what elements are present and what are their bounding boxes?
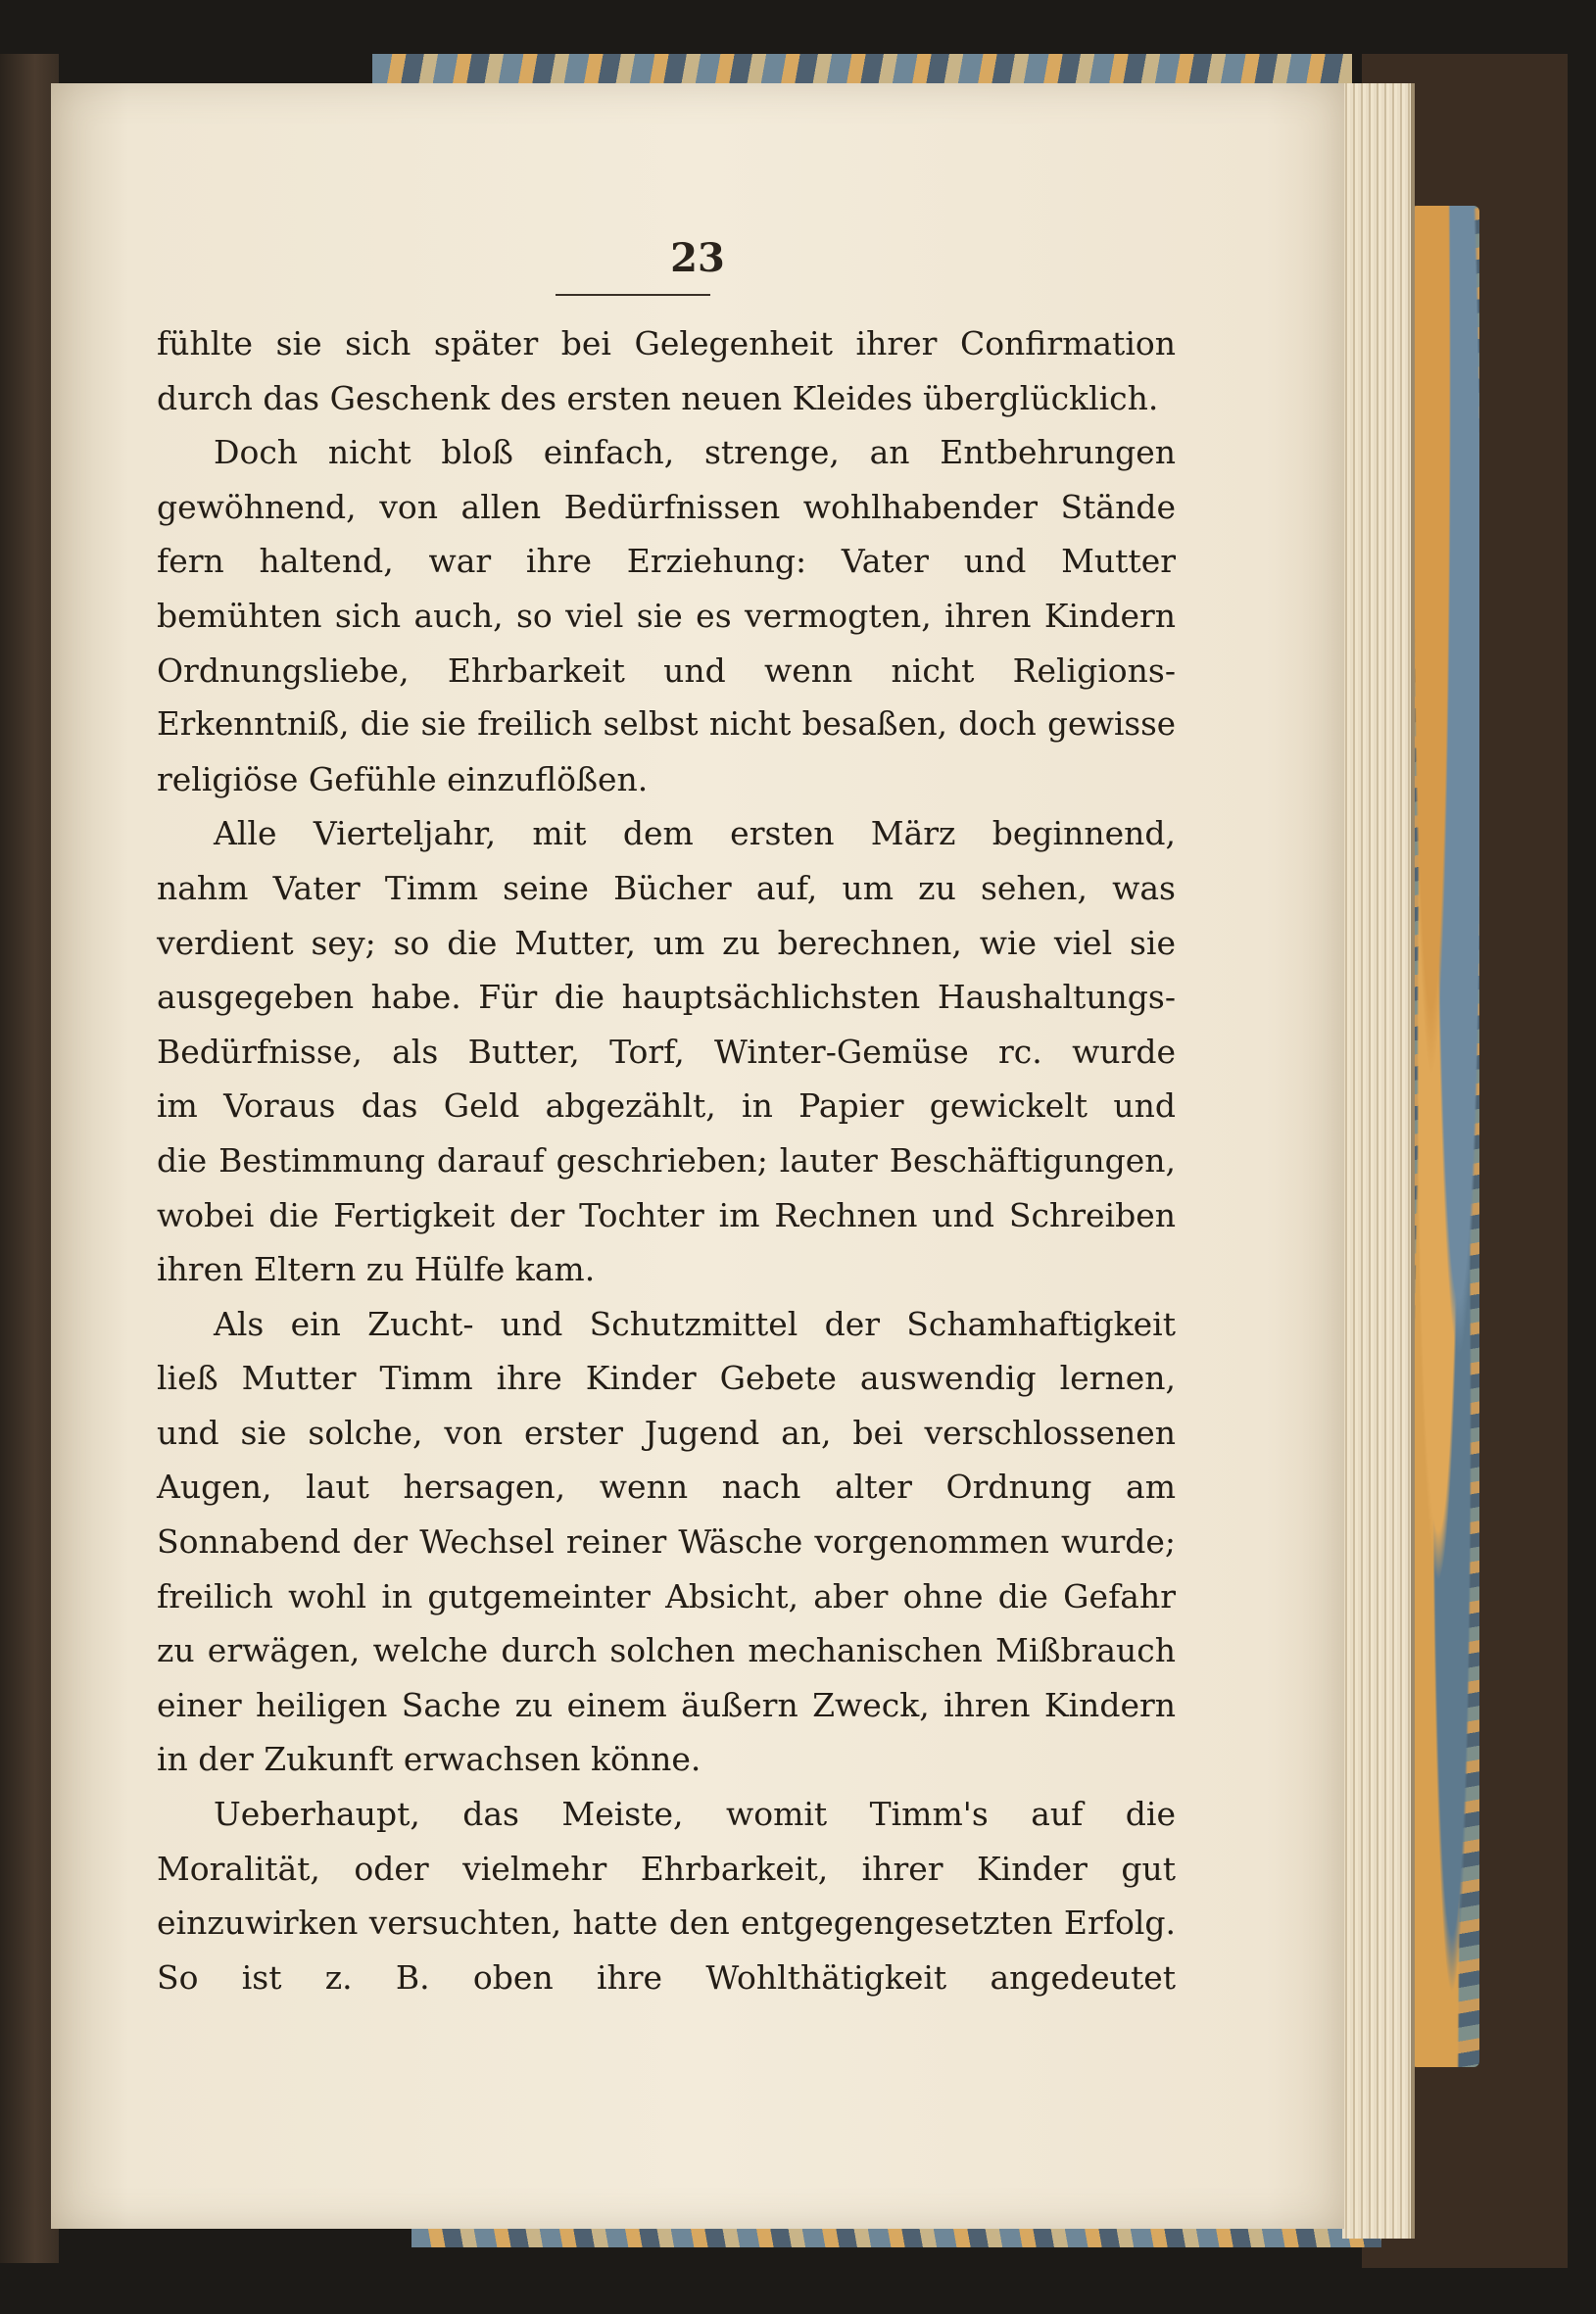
- text-line: Alle Vierteljahr, mit dem ersten März beginnend,: [214, 814, 1176, 853]
- text-line: zu erwägen, welche durch solchen mechanischen Mißbrauch: [157, 1631, 1176, 1670]
- text-line: Erkenntniß, die sie freilich selbst nicht besaßen, doch gewisse: [157, 705, 1176, 744]
- text-line: nahm Vater Timm seine Bücher auf, um zu sehen, was: [157, 868, 1176, 907]
- text-line: religiöse Gefühle einzuflößen.: [157, 759, 649, 798]
- text-line: ihren Eltern zu Hülfe kam.: [157, 1250, 596, 1289]
- text-line: fern haltend, war ihre Erziehung: Vater und Mutter: [157, 542, 1176, 581]
- header-rule: [556, 294, 710, 296]
- text-line: So ist z. B. oben ihre Wohlthätigkeit angedeutet: [157, 1957, 1176, 1997]
- text-line: Moralität, oder vielmehr Ehrbarkeit, ihrer Kinder gut: [157, 1849, 1176, 1888]
- marbled-endpaper: [1411, 206, 1479, 2067]
- text-line: Ordnungsliebe, Ehrbarkeit und wenn nicht Religions-: [157, 651, 1176, 690]
- text-line: fühlte sie sich später bei Gelegenheit ihrer Confirmation: [157, 324, 1176, 362]
- text-line: Als ein Zucht- und Schutzmittel der Schamhaftigkeit: [214, 1304, 1176, 1343]
- text-line: ließ Mutter Timm ihre Kinder Gebete auswendig lernen,: [157, 1359, 1176, 1398]
- text-line: einer heiligen Sache zu einem äußern Zweck, ihren Kindern: [157, 1685, 1176, 1724]
- text-line: gewöhnend, von allen Bedürfnissen wohlhabender Stände: [157, 487, 1176, 526]
- text-line: im Voraus das Geld abgezählt, in Papier gewickelt und: [157, 1086, 1176, 1126]
- text-line: verdient sey; so die Mutter, um zu berechnen, wie viel sie: [157, 923, 1176, 962]
- text-line: bemühten sich auch, so viel sie es vermogten, ihren Kindern: [157, 596, 1176, 635]
- body-text: [157, 316, 1176, 2004]
- book-page: [51, 83, 1344, 2229]
- page-number: 23: [670, 235, 725, 281]
- text-line: ausgegeben habe. Für die hauptsächlichsten Haushaltungs-: [157, 978, 1176, 1017]
- text-line: freilich wohl in gutgemeinter Absicht, aber ohne die Gefahr: [157, 1576, 1176, 1615]
- left-cover: [0, 54, 59, 2263]
- marbled-edge-top: [372, 54, 1352, 83]
- page-block-edges: [1342, 83, 1415, 2239]
- text-line: und sie solche, von erster Jugend an, bei verschlossenen: [157, 1413, 1176, 1452]
- text-line: in der Zukunft erwachsen könne.: [157, 1740, 701, 1779]
- text-line: Sonnabend der Wechsel reiner Wäsche vorgenommen wurde;: [157, 1522, 1176, 1562]
- text-line: Bedürfnisse, als Butter, Torf, Winter-Gemüse rc. wurde: [157, 1032, 1176, 1071]
- text-line: Doch nicht bloß einfach, strenge, an Entbehrungen: [214, 433, 1176, 472]
- text-line: wobei die Fertigkeit der Tochter im Rechnen und Schreiben: [157, 1195, 1176, 1234]
- text-line: Ueberhaupt, das Meiste, womit Timm's auf die: [214, 1795, 1176, 1834]
- text-line: die Bestimmung darauf geschrieben; lauter Beschäftigungen,: [157, 1140, 1176, 1180]
- text-line: durch das Geschenk des ersten neuen Kleides überglücklich.: [157, 378, 1159, 417]
- text-line: Augen, laut hersagen, wenn nach alter Ordnung am: [157, 1468, 1176, 1507]
- text-line: einzuwirken versuchten, hatte den entgegengesetzten Erfolg.: [157, 1904, 1176, 1943]
